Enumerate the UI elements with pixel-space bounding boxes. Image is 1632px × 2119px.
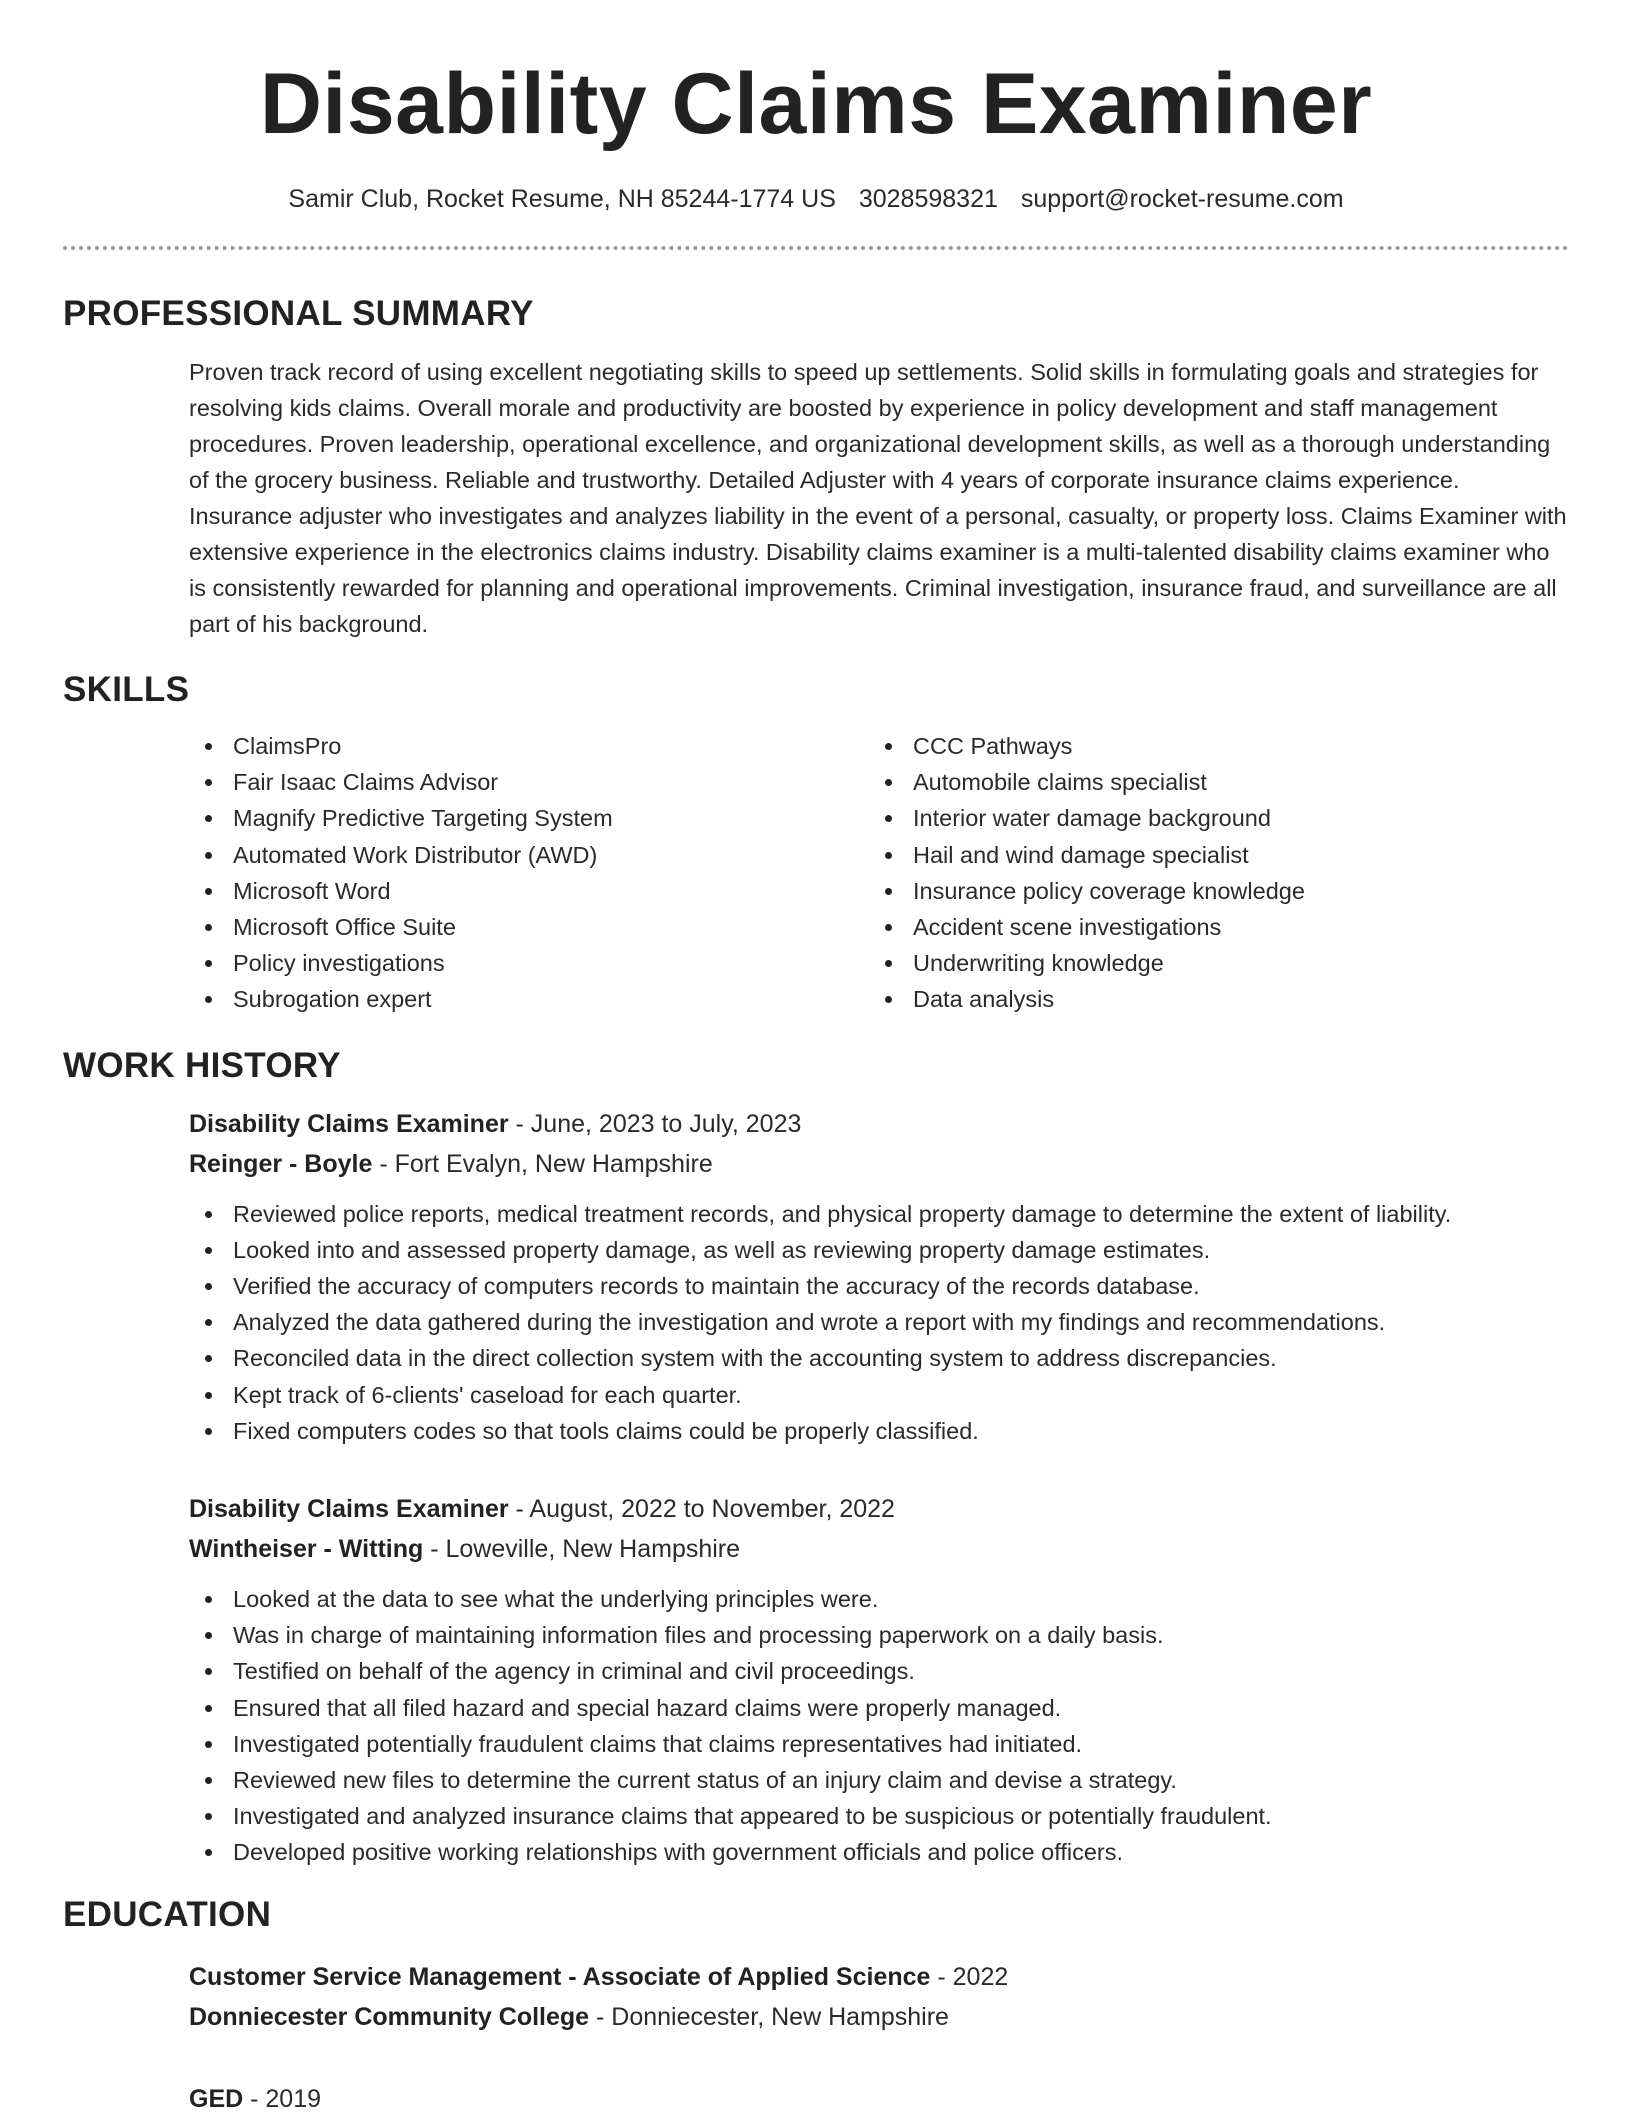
skill-item: Policy investigations bbox=[189, 945, 869, 981]
contact-phone: 3028598321 bbox=[858, 185, 998, 213]
resume-name: Disability Claims Examiner bbox=[259, 56, 1373, 152]
job-bullet: Ensured that all filed hazard and special hazard claims were properly managed. bbox=[189, 1690, 1569, 1726]
job-location: - Fort Evalyn, New Hampshire bbox=[372, 1149, 713, 1178]
job-entry bbox=[189, 1104, 1569, 1449]
education-entry bbox=[189, 1957, 1569, 2037]
job-bullet: Reconciled data in the direct collection system with the accounting system to address discrepancies. bbox=[189, 1340, 1569, 1376]
skill-item: Subrogation expert bbox=[189, 981, 869, 1017]
skill-item: Fair Isaac Claims Advisor bbox=[189, 764, 869, 800]
skill-item: ClaimsPro bbox=[189, 728, 869, 764]
education-school: Donniecester Community College bbox=[189, 2002, 590, 2031]
contact-line bbox=[63, 182, 1569, 216]
contact-address: Samir Club, Rocket Resume, NH 85244-1774 US bbox=[288, 185, 836, 213]
job-bullet: Developed positive working relationships with government officials and police officers. bbox=[189, 1834, 1569, 1870]
skills-column-right bbox=[869, 728, 1549, 1018]
education-degree-line bbox=[189, 1957, 1569, 1997]
job-location: - Loweville, New Hampshire bbox=[423, 1535, 741, 1564]
job-dates: - August, 2022 to November, 2022 bbox=[508, 1495, 895, 1524]
job-bullet: Was in charge of maintaining information files and processing paperwork on a daily basis. bbox=[189, 1617, 1569, 1653]
skills-grid bbox=[189, 728, 1569, 1018]
education-entry bbox=[189, 2079, 1569, 2119]
job-bullet: Testified on behalf of the agency in criminal and civil proceedings. bbox=[189, 1653, 1569, 1689]
job-entry bbox=[189, 1489, 1569, 1871]
job-bullet: Fixed computers codes so that tools claims could be properly classified. bbox=[189, 1413, 1569, 1449]
job-bullet: Investigated potentially fraudulent claims that claims representatives had initiated. bbox=[189, 1726, 1569, 1762]
section-title-summary: PROFESSIONAL SUMMARY bbox=[63, 294, 534, 333]
job-dates: - June, 2023 to July, 2023 bbox=[508, 1109, 802, 1138]
job-bullet: Looked into and assessed property damage, as well as reviewing property damage estimates. bbox=[189, 1232, 1569, 1268]
skill-item: Automobile claims specialist bbox=[869, 764, 1549, 800]
section-title-education: EDUCATION bbox=[63, 1894, 272, 1934]
job-role-line bbox=[189, 1489, 1569, 1529]
job-company: Reinger - Boyle bbox=[189, 1149, 373, 1178]
job-bullets bbox=[189, 1581, 1569, 1871]
contact-email: support@rocket-resume.com bbox=[1020, 185, 1344, 213]
job-bullet: Verified the accuracy of computers records to maintain the accuracy of the records database. bbox=[189, 1268, 1569, 1304]
summary-text: Proven track record of using excellent negotiating skills to speed up settlements. Solid skills in formulating goals and strategies for resolving kids claims. Overall morale and productivity are boosted by experience in policy development and staff management procedures. Proven leadership, operational excellence, and organizational development skills, as well as a thorough understanding of the grocery business. Reliable and trustworthy. Detailed Adjuster with 4 years of corporate insurance claims experience. Insurance adjuster who investigates and analyzes liability in the event of a personal, casualty, or property loss. Claims Examiner with extensive experience in the electronics claims industry. Disability claims examiner is a multi-talented disability claims examiner who is consistently rewarded for planning and operational improvements. Criminal investigation, insurance fraud, and surveillance are all part of his background. bbox=[189, 359, 1567, 637]
skill-item: Hail and wind damage specialist bbox=[869, 837, 1549, 873]
skill-item: Underwriting knowledge bbox=[869, 945, 1549, 981]
skill-item: Accident scene investigations bbox=[869, 909, 1549, 945]
job-role: Disability Claims Examiner bbox=[189, 1495, 509, 1524]
education-degree: Customer Service Management - Associate of Applied Science bbox=[189, 1962, 931, 1991]
job-company: Wintheiser - Witting bbox=[189, 1535, 424, 1564]
skill-item: Insurance policy coverage knowledge bbox=[869, 873, 1549, 909]
section-title-work-history: WORK HISTORY bbox=[63, 1045, 341, 1085]
job-company-line bbox=[189, 1529, 1569, 1569]
education-location: - Donniecester, New Hampshire bbox=[589, 2002, 949, 2031]
skills-column-left bbox=[189, 728, 869, 1018]
job-bullet: Looked at the data to see what the underlying principles were. bbox=[189, 1581, 1569, 1617]
job-role-line bbox=[189, 1104, 1569, 1144]
skill-item: Automated Work Distributor (AWD) bbox=[189, 837, 869, 873]
job-role: Disability Claims Examiner bbox=[189, 1109, 509, 1138]
education-degree-line bbox=[189, 2079, 1569, 2119]
education-degree: GED bbox=[189, 2084, 244, 2113]
education-year: - 2022 bbox=[930, 1962, 1009, 1991]
skill-item: Interior water damage background bbox=[869, 800, 1549, 836]
skill-item: Microsoft Office Suite bbox=[189, 909, 869, 945]
section-title-skills: SKILLS bbox=[63, 670, 190, 709]
education-year: - 2019 bbox=[243, 2084, 322, 2113]
skill-item: Data analysis bbox=[869, 981, 1549, 1017]
job-bullet: Reviewed new files to determine the current status of an injury claim and devise a strategy. bbox=[189, 1762, 1569, 1798]
job-company-line bbox=[189, 1144, 1569, 1184]
job-bullet: Kept track of 6-clients' caseload for each quarter. bbox=[189, 1377, 1569, 1413]
skill-item: Magnify Predictive Targeting System bbox=[189, 800, 869, 836]
job-bullet: Investigated and analyzed insurance claims that appeared to be suspicious or potentially fraudulent. bbox=[189, 1798, 1569, 1834]
header-divider bbox=[63, 246, 1569, 250]
job-bullets bbox=[189, 1196, 1569, 1449]
skill-item: Microsoft Word bbox=[189, 873, 869, 909]
skill-item: CCC Pathways bbox=[869, 728, 1549, 764]
education-school-line bbox=[189, 1997, 1569, 2037]
job-bullet: Analyzed the data gathered during the investigation and wrote a report with my findings and recommendations. bbox=[189, 1304, 1569, 1340]
job-bullet: Reviewed police reports, medical treatment records, and physical property damage to determine the extent of liability. bbox=[189, 1196, 1569, 1232]
